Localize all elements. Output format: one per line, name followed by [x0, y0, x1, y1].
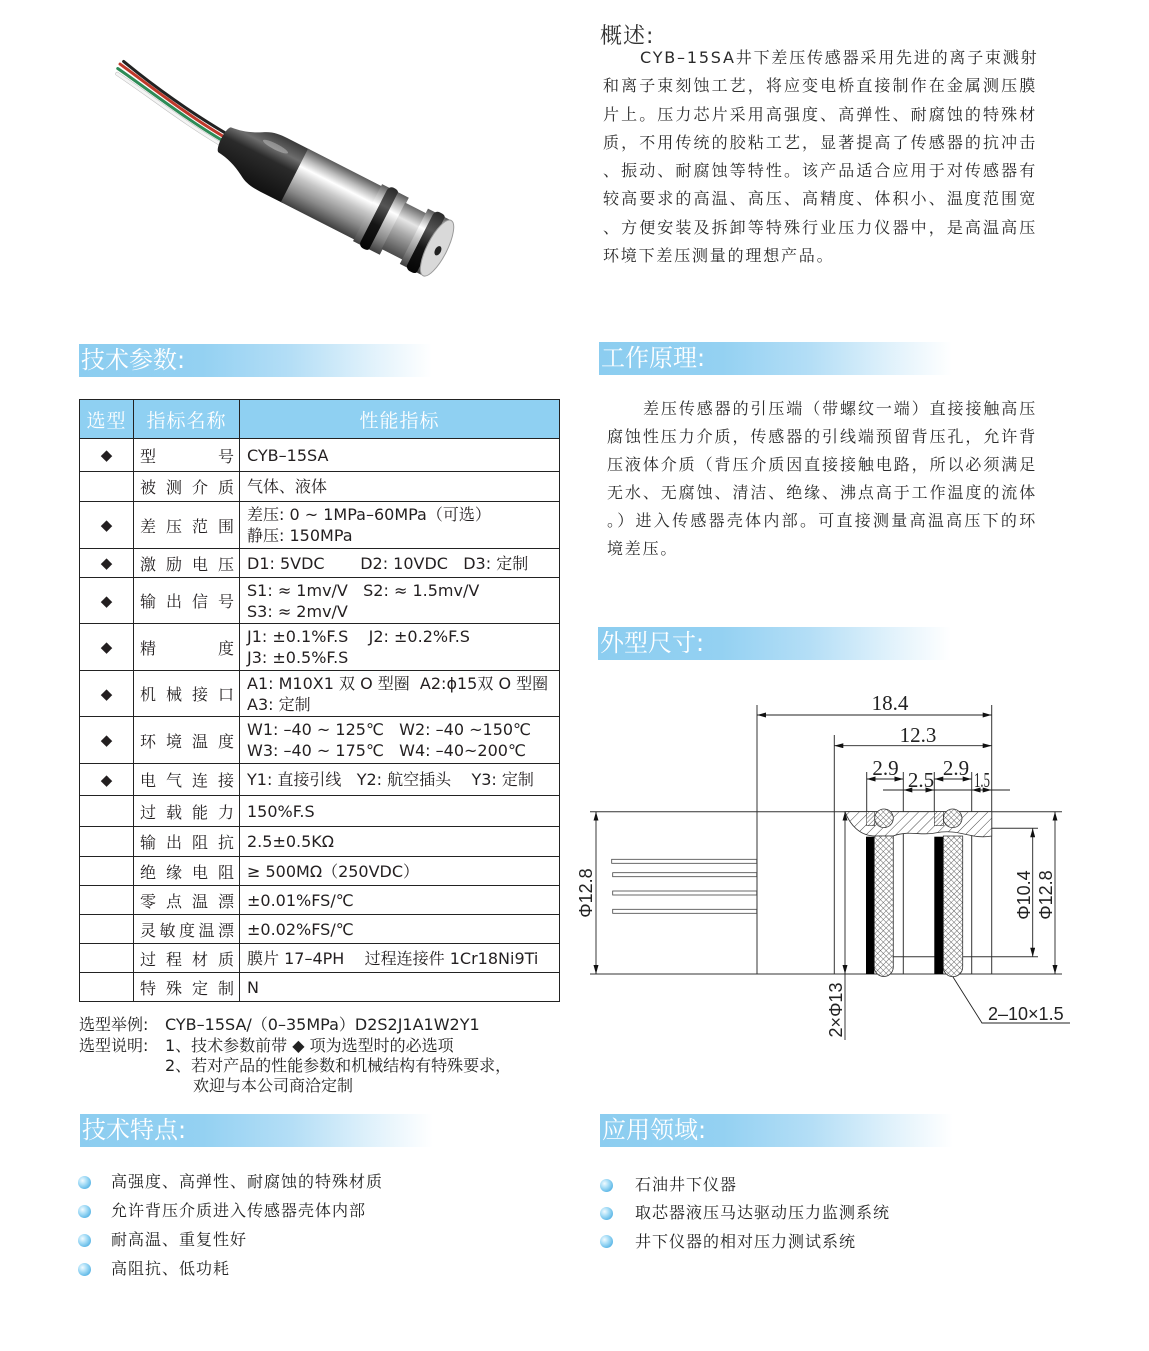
application-text: 井下仪器的相对压力测试系统 [635, 1231, 857, 1251]
spec-row [80, 796, 560, 827]
spec-value-line: J3: ±0.5%F.S [247, 648, 349, 667]
groove-section-1 [867, 812, 875, 826]
product-photo [95, 40, 475, 290]
example-label: 选型举例: [79, 1015, 149, 1034]
spec-value-line: W3: –40 ~ 175℃ W4: –40~200℃ [247, 741, 526, 760]
application-text: 石油井下仪器 [635, 1175, 738, 1194]
spec-value [240, 857, 560, 886]
spec-value-line: 膜片 17–4PH 过程连接件 1Cr18Ni9Ti [247, 948, 539, 968]
groove-section-2 [934, 812, 943, 826]
spec-name: 精度 [140, 638, 234, 658]
spec-value [240, 973, 560, 1002]
feature-text: 高阻抗、低功耗 [111, 1258, 231, 1278]
select-mark: ◆ [80, 624, 134, 671]
application-text: 取芯器液压马达驱动压力监测系统 [635, 1203, 891, 1223]
overview-line: CYB–15SA井下差压传感器采用先进的离子束溅射 [640, 48, 1039, 67]
principle-line: 境差压。 [607, 539, 679, 558]
spec-value [240, 915, 560, 944]
spec-row [80, 827, 560, 857]
spec-value [240, 764, 560, 796]
lead-wires [612, 859, 757, 913]
spec-name: 零点温漂 [140, 891, 234, 911]
spec-row [80, 886, 560, 915]
spec-row [80, 973, 560, 1002]
spec-name: 被测介质 [140, 478, 234, 497]
spec-name: 激励电压 [140, 554, 234, 574]
spec-row [80, 717, 560, 764]
select-mark: ◆ [80, 439, 134, 472]
bullet-icon [600, 1235, 613, 1248]
spec-value-line: 150%F.S [247, 801, 315, 821]
spec-row [80, 549, 560, 578]
spec-row [80, 578, 560, 624]
header-name: 指标名称 [134, 400, 240, 439]
spec-value-line: W1: –40 ~ 125℃ W2: –40 ~150℃ [247, 720, 532, 739]
select-mark: ◆ [80, 578, 134, 624]
select-mark [80, 886, 134, 915]
spec-value-line: S1: ≈ 1mv/V S2: ≈ 1.5mv/V [247, 580, 480, 600]
principle-line: 无水、无腐蚀、清洁、绝缘、沸点高于工作温度的流体 [607, 483, 1037, 502]
bullet-icon [78, 1205, 91, 1218]
header-select: 选型 [80, 400, 134, 439]
spec-value-line: J1: ±0.1%F.S J2: ±0.2%F.S [247, 627, 470, 646]
explain-line: 1、技术参数前带 ◆ 项为选型时的必选项 [165, 1036, 454, 1055]
spec-table [79, 399, 560, 1002]
spec-value [240, 439, 560, 472]
spec-name: 型号 [140, 446, 234, 466]
spec-name: 机械接口 [140, 685, 234, 704]
principle-line: 。）进入传感器壳体内部。可直接测量高温高压下的环 [607, 511, 1037, 530]
spec-name: 差压范围 [140, 516, 234, 536]
select-mark [80, 796, 134, 827]
spec-row [80, 857, 560, 886]
spec-row [80, 671, 560, 717]
select-mark [80, 857, 134, 886]
spec-row [80, 915, 560, 944]
dim-groove-2: 2.9 [942, 756, 970, 780]
spec-value-line: N [247, 977, 259, 997]
dim-groove-1: 2.9 [872, 756, 899, 780]
section-header-dimensions: 外型尺寸: [598, 627, 951, 660]
o-ring-section-1 [875, 809, 894, 828]
principle-line: 腐蚀性压力介质，传感器的引线端预留背压孔，允许背 [607, 427, 1037, 446]
overview-line: 片上。压力芯片采用高强度、高弹性、耐腐蚀的特殊材 [603, 104, 1037, 124]
overview-line: 、振动、耐腐蚀等特性。该产品适合应用于对传感器有 [603, 161, 1037, 181]
dimension-drawing [575, 690, 1075, 1050]
spec-value-line: D1: 5VDC D2: 10VDC D3: 定制 [247, 553, 529, 573]
spec-value-line: Y1: 直接引线 Y2: 航空插头 Y3: 定制 [247, 770, 534, 789]
spec-value-line: ≥ 500MΩ（250VDC） [247, 861, 420, 881]
spec-value [240, 886, 560, 915]
spec-value-line: CYB–15SA [247, 445, 329, 465]
dim-oring-spec: 2–10×1.5 [988, 1004, 1064, 1024]
header-value: 性能指标 [240, 400, 560, 439]
spec-value [240, 671, 560, 717]
spec-name: 绝缘电阻 [140, 862, 234, 882]
spec-name: 灵敏度温漂 [140, 920, 234, 940]
spec-value [240, 827, 560, 857]
spec-value [240, 502, 560, 549]
application-item [600, 1228, 890, 1256]
spec-header-row [80, 400, 560, 439]
section-header-applications: 应用领域: [600, 1114, 953, 1147]
spec-row [80, 624, 560, 671]
principle-line: 差压传感器的引压端（带螺纹一端）直接接触高压 [643, 399, 1037, 418]
spec-value-line: S3: ≈ 2mv/V [247, 601, 348, 621]
spec-row [80, 502, 560, 549]
select-mark [80, 472, 134, 502]
principle-line: 压液体介质（背压介质因直接接触电路，所以必须满足 [607, 455, 1037, 474]
spec-value-line: 静压: 150MPa [247, 526, 353, 545]
overview-line: 质，不用传统的胶粘工艺，显著提高了传感器的抗冲击 [603, 132, 1037, 152]
feature-text: 耐高温、重复性好 [111, 1229, 248, 1249]
spec-row [80, 439, 560, 472]
select-mark: ◆ [80, 671, 134, 717]
overview-line: 环境下差压测量的理想产品。 [603, 246, 835, 266]
select-mark: ◆ [80, 717, 134, 764]
select-mark: ◆ [80, 764, 134, 796]
overview-line: 和离子束刻蚀工艺，将应变电桥直接制作在金属测压膜 [603, 76, 1037, 96]
spec-value [240, 549, 560, 578]
o-ring-section-2 [943, 809, 962, 828]
spec-name: 环境温度 [140, 731, 234, 751]
overview-title: 概述: [600, 24, 655, 49]
black-band-2 [934, 837, 943, 974]
select-mark [80, 915, 134, 944]
spec-value-line: A1: M10X1 双 O 型圈 A2:ϕ15双 O 型圈 [247, 673, 549, 693]
spec-value [240, 624, 560, 671]
section-header-principle: 工作原理: [599, 342, 952, 375]
dim-bore-diameter: Φ10.4 [1014, 870, 1034, 920]
dim-oring-diameter: 2×Φ13 [826, 982, 846, 1038]
spec-value [240, 717, 560, 764]
o-ring-band-2 [943, 836, 962, 977]
o-ring-band-1 [874, 836, 893, 976]
spec-name: 输出阻抗 [140, 833, 234, 852]
application-item [600, 1199, 890, 1227]
feature-text: 高强度、高弹性、耐腐蚀的特殊材质 [111, 1172, 384, 1191]
overview-paragraph [603, 44, 1037, 270]
spec-value [240, 796, 560, 827]
feature-item [78, 1226, 383, 1255]
spec-row [80, 764, 560, 796]
bullet-icon [600, 1179, 613, 1192]
principle-paragraph [607, 395, 1037, 563]
overview-line: 较高要求的高温、高压、高精度、体积小、温度范围宽 [603, 189, 1037, 209]
explain-line: 欢迎与本公司商洽定制 [193, 1076, 354, 1095]
explain-label: 选型说明: [79, 1036, 149, 1055]
feature-item [78, 1255, 383, 1284]
feature-text: 允许背压介质进入传感器壳体内部 [111, 1200, 367, 1220]
application-item [600, 1171, 890, 1199]
spec-value-line: ±0.02%FS/℃ [247, 919, 354, 939]
section-header-specs: 技术参数: [79, 344, 432, 377]
example-value: CYB–15SA/（0–35MPa）D2S2J1A1W2Y1 [165, 1015, 480, 1034]
bullet-icon [78, 1263, 91, 1276]
feature-item [78, 1168, 383, 1197]
spec-name: 过载能力 [140, 802, 234, 822]
dim-overall-length: 18.4 [871, 691, 909, 715]
overview-line: 、方便安装及拆卸等特殊行业压力仪器中，是高温高压 [603, 217, 1037, 237]
spec-value-line: 气体、液体 [247, 477, 328, 496]
dim-head-length: 12.3 [899, 723, 937, 747]
feature-item [78, 1197, 383, 1226]
features-list [78, 1168, 383, 1284]
spec-value-line: A3: 定制 [247, 694, 311, 714]
section-header-features: 技术特点: [80, 1114, 433, 1147]
spec-name: 电气连接 [140, 771, 234, 790]
dim-head-diameter: Φ12.8 [1036, 870, 1056, 920]
select-mark: ◆ [80, 549, 134, 578]
dim-body-diameter: Φ12.8 [576, 868, 596, 918]
bullet-icon [600, 1207, 613, 1220]
explain-line: 2、若对产品的性能参数和机械结构有特殊要求， [165, 1056, 512, 1075]
bullet-icon [78, 1234, 91, 1247]
spec-name: 过程材质 [140, 949, 234, 969]
select-mark: ◆ [80, 502, 134, 549]
spec-value [240, 944, 560, 973]
spec-row [80, 944, 560, 973]
spec-value [240, 578, 560, 624]
select-mark [80, 827, 134, 857]
spec-row [80, 472, 560, 502]
spec-value [240, 472, 560, 502]
dim-land: 2.5 [907, 768, 935, 792]
lead-wires [108, 61, 240, 148]
spec-name: 特殊定制 [140, 978, 234, 998]
spec-value-line: ±0.01%FS/℃ [247, 890, 354, 910]
bullet-icon [78, 1176, 91, 1189]
applications-list [600, 1171, 890, 1256]
spec-value-line: 2.5±0.5KΩ [247, 832, 335, 851]
select-mark [80, 944, 134, 973]
spec-name: 输出信号 [140, 592, 234, 611]
dim-end-width: 1.5 [974, 768, 990, 792]
select-mark [80, 973, 134, 1002]
black-band-1 [866, 837, 874, 974]
spec-value-line: 差压: 0 ~ 1MPa–60MPa（可选） [247, 505, 491, 524]
